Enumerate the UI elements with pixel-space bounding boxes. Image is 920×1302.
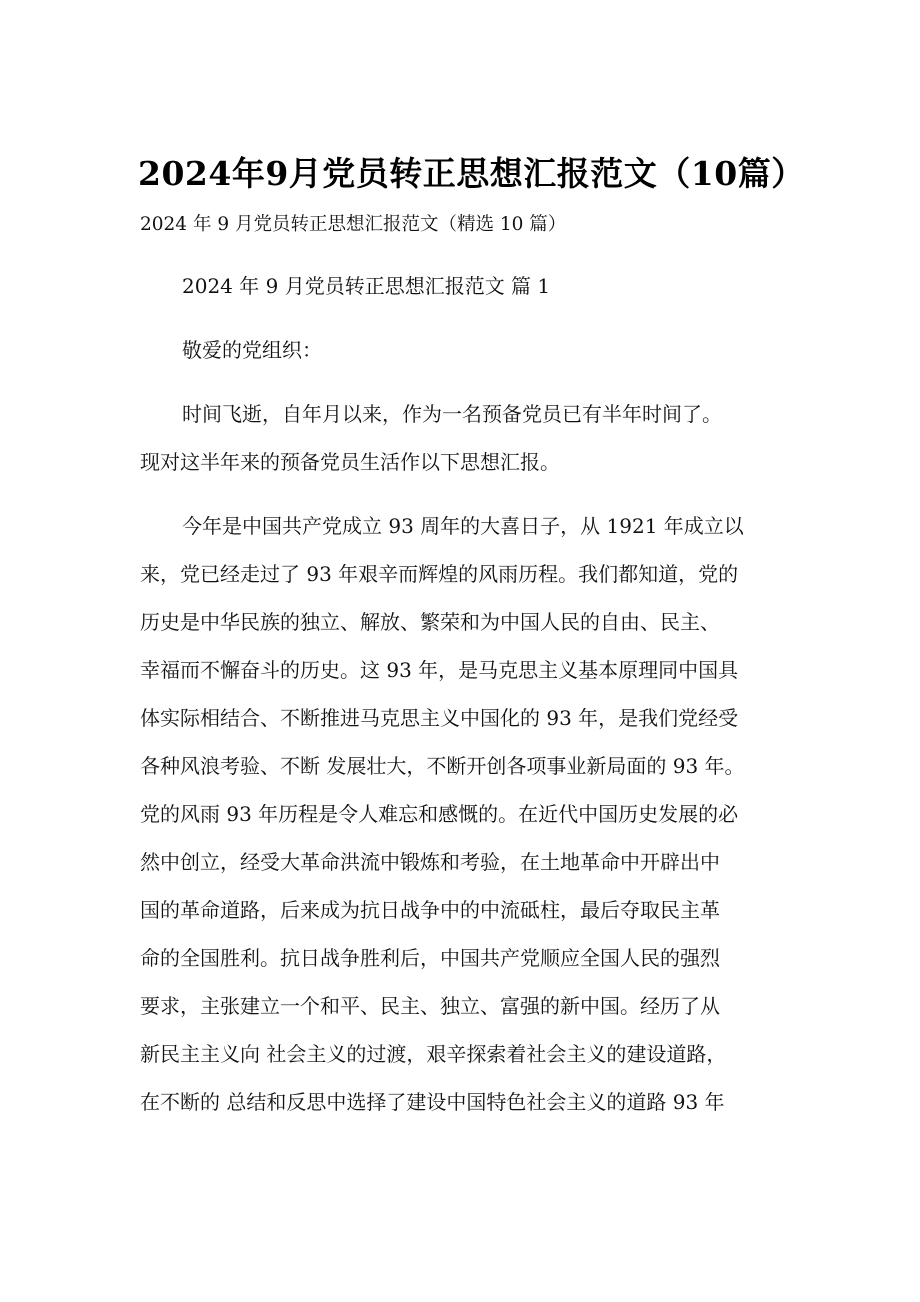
document-title: 2024年9月党员转正思想汇报范文（10篇） xyxy=(138,154,805,193)
paragraph-line: 体实际相结合、不断推进马克思主义中国化的 93 年，是我们党经受 xyxy=(140,706,739,730)
paragraph-line: 要求，主张建立一个和平、民主、独立、富强的新中国。经历了从 xyxy=(140,994,720,1018)
paragraph-line: 在不断的 总结和反思中选择了建设中国特色社会主义的道路 93 年 xyxy=(140,1090,725,1114)
section-heading: 2024 年 9 月党员转正思想汇报范文 篇 1 xyxy=(182,274,551,298)
paragraph-line: 然中创立，经受大革命洪流中锻炼和考验，在土地革命中开辟出中 xyxy=(140,850,720,874)
document-subtitle: 2024 年 9 月党员转正思想汇报范文（精选 10 篇） xyxy=(140,214,567,235)
paragraph-line: 新民主主义向 社会主义的过渡，艰辛探索着社会主义的建设道路， xyxy=(140,1042,727,1066)
paragraph-line: 现对这半年来的预备党员生活作以下思想汇报。 xyxy=(140,450,560,474)
paragraph-line: 国的革命道路，后来成为抗日战争中的中流砥柱，最后夺取民主革 xyxy=(140,898,720,922)
paragraph-line: 来，党已经走过了 93 年艰辛而辉煌的风雨历程。我们都知道，党的 xyxy=(140,562,739,586)
paragraph-line: 各种风浪考验、不断 发展壮大，不断开创各项事业新局面的 93 年。 xyxy=(140,754,745,778)
paragraph-line: 今年是中国共产党成立 93 周年的大喜日子，从 1921 年成立以 xyxy=(182,514,744,538)
paragraph-line: 时间飞逝，自年月以来，作为一名预备党员已有半年时间了。 xyxy=(182,402,722,426)
paragraph-line: 命的全国胜利。抗日战争胜利后，中国共产党顺应全国人民的强烈 xyxy=(140,946,720,970)
paragraph-line: 党的风雨 93 年历程是令人难忘和感慨的。在近代中国历史发展的必 xyxy=(140,802,739,826)
paragraph-line: 幸福而不懈奋斗的历史。这 93 年，是马克思主义基本原理同中国具 xyxy=(140,658,739,682)
paragraph-line: 历史是中华民族的独立、解放、繁荣和为中国人民的自由、民主、 xyxy=(140,610,720,634)
salutation: 敬爱的党组织： xyxy=(182,338,322,362)
